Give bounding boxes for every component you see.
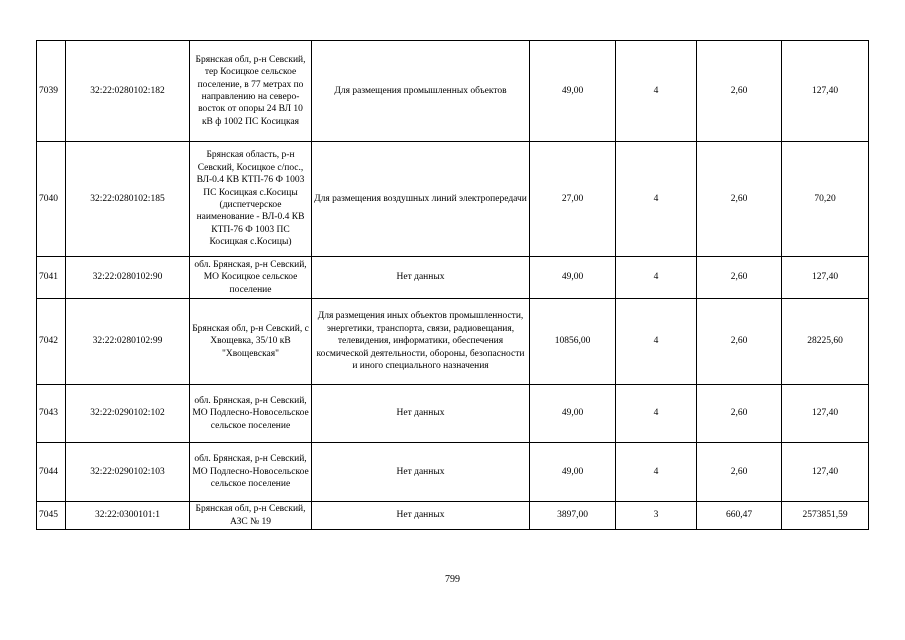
permitted-use-cell: Для размещения воздушных линий электропередачи — [312, 142, 530, 257]
area-cell: 49,00 — [530, 41, 616, 142]
rate-cell: 660,47 — [697, 502, 782, 530]
area-cell: 49,00 — [530, 257, 616, 299]
group-cell: 3 — [616, 502, 697, 530]
permitted-use-cell: Для размещения промышленных объектов — [312, 41, 530, 142]
table-row — [37, 385, 869, 443]
row-number-cell: 7040 — [37, 142, 66, 257]
permitted-use-cell: Нет данных — [312, 443, 530, 502]
area-cell: 3897,00 — [530, 502, 616, 530]
table-row — [37, 299, 869, 385]
row-number-cell: 7041 — [37, 257, 66, 299]
value-cell: 127,40 — [782, 257, 869, 299]
group-cell: 4 — [616, 41, 697, 142]
row-number-cell: 7045 — [37, 502, 66, 530]
area-cell: 49,00 — [530, 443, 616, 502]
rate-cell: 2,60 — [697, 443, 782, 502]
cadastral-number-cell: 32:22:0290102:102 — [66, 385, 190, 443]
value-cell: 28225,60 — [782, 299, 869, 385]
land-plot-table — [36, 40, 869, 530]
address-cell: Брянская обл, р-н Севский, с Хвощевка, 35/10 кВ "Хвощевская" — [190, 299, 312, 385]
row-number-cell: 7044 — [37, 443, 66, 502]
address-cell: обл. Брянская, р-н Севский, МО Подлесно-Новосельское сельское поселение — [190, 385, 312, 443]
value-cell: 127,40 — [782, 443, 869, 502]
cadastral-number-cell: 32:22:0290102:103 — [66, 443, 190, 502]
address-cell: обл. Брянская, р-н Севский, МО Косицкое сельское поселение — [190, 257, 312, 299]
address-cell: Брянская обл, р-н Севский, тер Косицкое сельское поселение, в 77 метрах по направлению на северо-восток от опоры 24 ВЛ 10 кВ ф 1002 ПС Косицкая — [190, 41, 312, 142]
row-number-cell: 7042 — [37, 299, 66, 385]
table-row — [37, 502, 869, 530]
row-number-cell: 7043 — [37, 385, 66, 443]
cadastral-number-cell: 32:22:0300101:1 — [66, 502, 190, 530]
table-row — [37, 41, 869, 142]
table-row — [37, 443, 869, 502]
address-cell: обл. Брянская, р-н Севский, МО Подлесно-Новосельское сельское поселение — [190, 443, 312, 502]
area-cell: 10856,00 — [530, 299, 616, 385]
permitted-use-cell: Для размещения иных объектов промышленности, энергетики, транспорта, связи, радиовещания, телевидения, информатики, обеспечения космической деятельности, обороны, безопасности и иного специального назначения — [312, 299, 530, 385]
cadastral-number-cell: 32:22:0280102:99 — [66, 299, 190, 385]
permitted-use-cell: Нет данных — [312, 257, 530, 299]
table-row — [37, 257, 869, 299]
cadastral-number-cell: 32:22:0280102:185 — [66, 142, 190, 257]
cadastral-number-cell: 32:22:0280102:182 — [66, 41, 190, 142]
value-cell: 127,40 — [782, 41, 869, 142]
group-cell: 4 — [616, 443, 697, 502]
rate-cell: 2,60 — [697, 142, 782, 257]
address-cell: Брянская область, р-н Севский, Косицкое с/пос., ВЛ-0.4 КВ КТП-76 Ф 1003 ПС Косицкая с.Косицы (диспетчерское наименование - ВЛ-0.4 КВ КТП-76 Ф 1003 ПС Косицкая с.Косицы) — [190, 142, 312, 257]
permitted-use-cell: Нет данных — [312, 385, 530, 443]
group-cell: 4 — [616, 142, 697, 257]
value-cell: 2573851,59 — [782, 502, 869, 530]
table-row — [37, 142, 869, 257]
group-cell: 4 — [616, 385, 697, 443]
rate-cell: 2,60 — [697, 299, 782, 385]
value-cell: 127,40 — [782, 385, 869, 443]
page-number: 799 — [445, 574, 460, 585]
group-cell: 4 — [616, 257, 697, 299]
address-cell: Брянская обл, р-н Севский, АЗС № 19 — [190, 502, 312, 530]
row-number-cell: 7039 — [37, 41, 66, 142]
rate-cell: 2,60 — [697, 257, 782, 299]
area-cell: 27,00 — [530, 142, 616, 257]
cadastral-number-cell: 32:22:0280102:90 — [66, 257, 190, 299]
rate-cell: 2,60 — [697, 385, 782, 443]
permitted-use-cell: Нет данных — [312, 502, 530, 530]
value-cell: 70,20 — [782, 142, 869, 257]
rate-cell: 2,60 — [697, 41, 782, 142]
group-cell: 4 — [616, 299, 697, 385]
area-cell: 49,00 — [530, 385, 616, 443]
